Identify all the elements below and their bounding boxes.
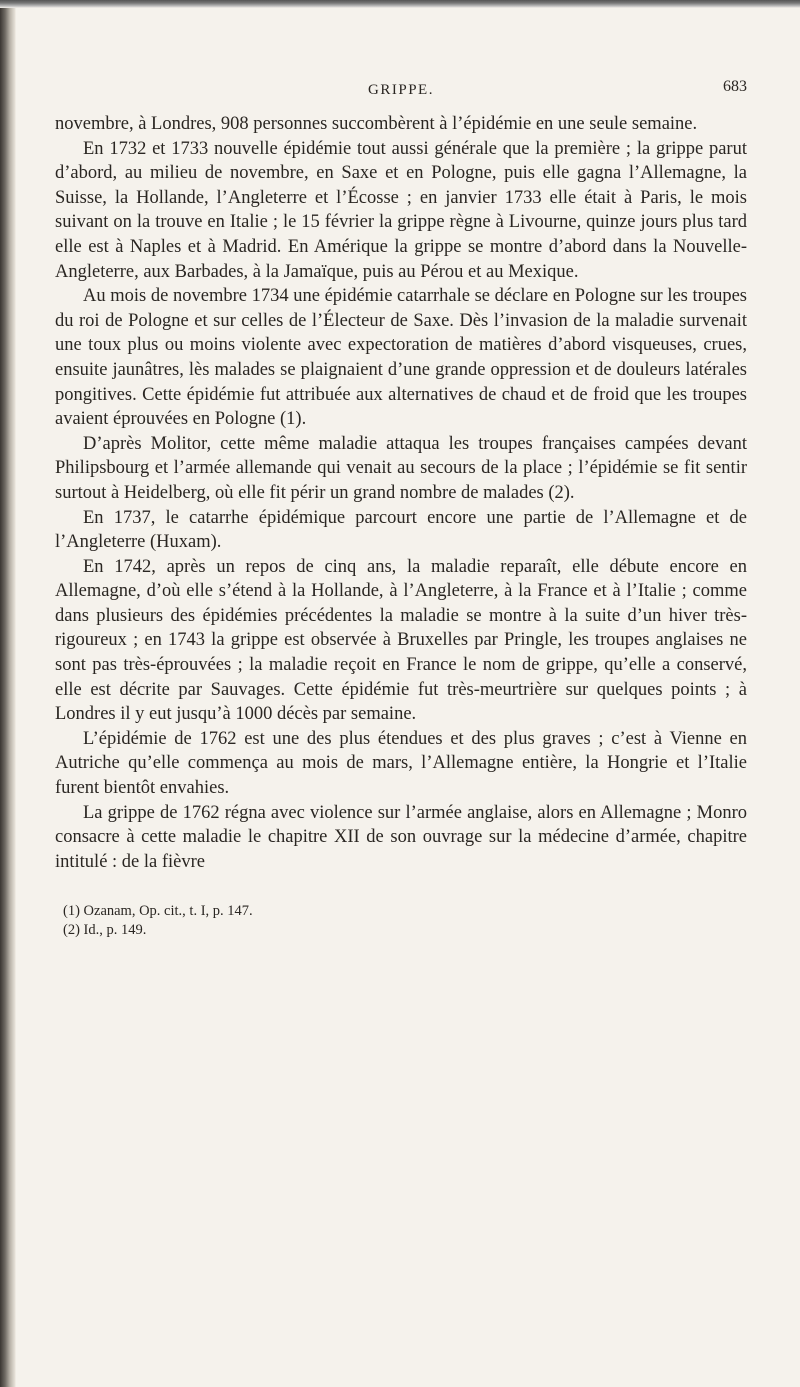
paragraph: Au mois de novembre 1734 une épidémie catarrhale se déclare en Pologne sur les troupes du roi de Pologne et sur celles de l’Électeur de Saxe. Dès l’invasion de la maladie survenait une toux plus ou moins violente avec expectoration de matières d’abord visqueuses, crues, ensuite jaunâtres, lès malades se plaignaient d’une grande oppression et de douleurs latérales pongitives. Cette épidémie fut attribuée aux alternatives de chaud et de froid que les troupes avaient éprouvées en Pologne (1). (55, 286, 747, 430)
page-top-edge (0, 0, 800, 8)
footnotes (55, 902, 747, 940)
book-binding-shadow (0, 8, 16, 1387)
body-text (55, 112, 747, 874)
running-head (55, 78, 747, 112)
running-title: GRIPPE. (368, 82, 434, 98)
book-page (55, 78, 747, 940)
paragraph: D’après Molitor, cette même maladie attaqua les troupes françaises campées devant Philipsbourg et l’armée allemande qui venait au secours de la place ; l’épidémie se fit sentir surtout à Heidelberg, où elle fit périr un grand nombre de malades (2). (55, 433, 747, 503)
paragraph: novembre, à Londres, 908 personnes succombèrent à l’épidémie en une seule semaine. (55, 114, 698, 134)
page-number: 683 (723, 78, 747, 95)
footnote: (2) Id., p. 149. (63, 922, 147, 939)
paragraph: En 1732 et 1733 nouvelle épidémie tout aussi générale que la première ; la grippe parut d’abord, au milieu de novembre, en Saxe et en Pologne, puis elle gagna l’Allemagne, la Suisse, la Hollande, l’Angleterre et l’Écosse ; en janvier 1733 elle était à Paris, le mois suivant on la trouve en Italie ; le 15 février la grippe règne à Livourne, quinze jours plus tard elle est à Naples et à Madrid. En Amérique la grippe se montre d’abord dans la Nouvelle-Angleterre, aux Barbades, à la Jamaïque, puis au Pérou et au Mexique. (55, 138, 747, 282)
paragraph: L’épidémie de 1762 est une des plus étendues et des plus graves ; c’est à Vienne en Autriche qu’elle commença au mois de mars, l’Allemagne entière, la Hongrie et l’Italie furent bientôt envahies. (55, 728, 747, 799)
paragraph: La grippe de 1762 régna avec violence sur l’armée anglaise, alors en Allemagne ; Monro consacre à cette maladie le chapitre XII de son ouvrage sur la médecine d’armée, chapitre intitulé : de la fièvre (55, 802, 747, 872)
paragraph: En 1742, après un repos de cinq ans, la maladie reparaît, elle débute encore en Allemagne, d’où elle s’étend à la Hollande, à l’Angleterre, à la France et à l’Italie ; comme dans plusieurs des épidémies précédentes la maladie se montre à la suite d’un hiver très-rigoureux ; en 1743 la grippe est observée à Bruxelles par Pringle, les troupes anglaises ne sont pas très-éprouvées ; la maladie reçoit en France le nom de grippe, qu’elle a conservé, elle est décrite par Sauvages. Cette épidémie fut très-meurtrière sur quelques points ; à Londres il y eut jusqu’à 1000 décès par semaine. (55, 556, 747, 725)
paragraph: En 1737, le catarrhe épidémique parcourt encore une partie de l’Allemagne et de l’Angleterre (Huxam). (55, 507, 747, 553)
footnote: (1) Ozanam, Op. cit., t. I, p. 147. (63, 903, 253, 920)
